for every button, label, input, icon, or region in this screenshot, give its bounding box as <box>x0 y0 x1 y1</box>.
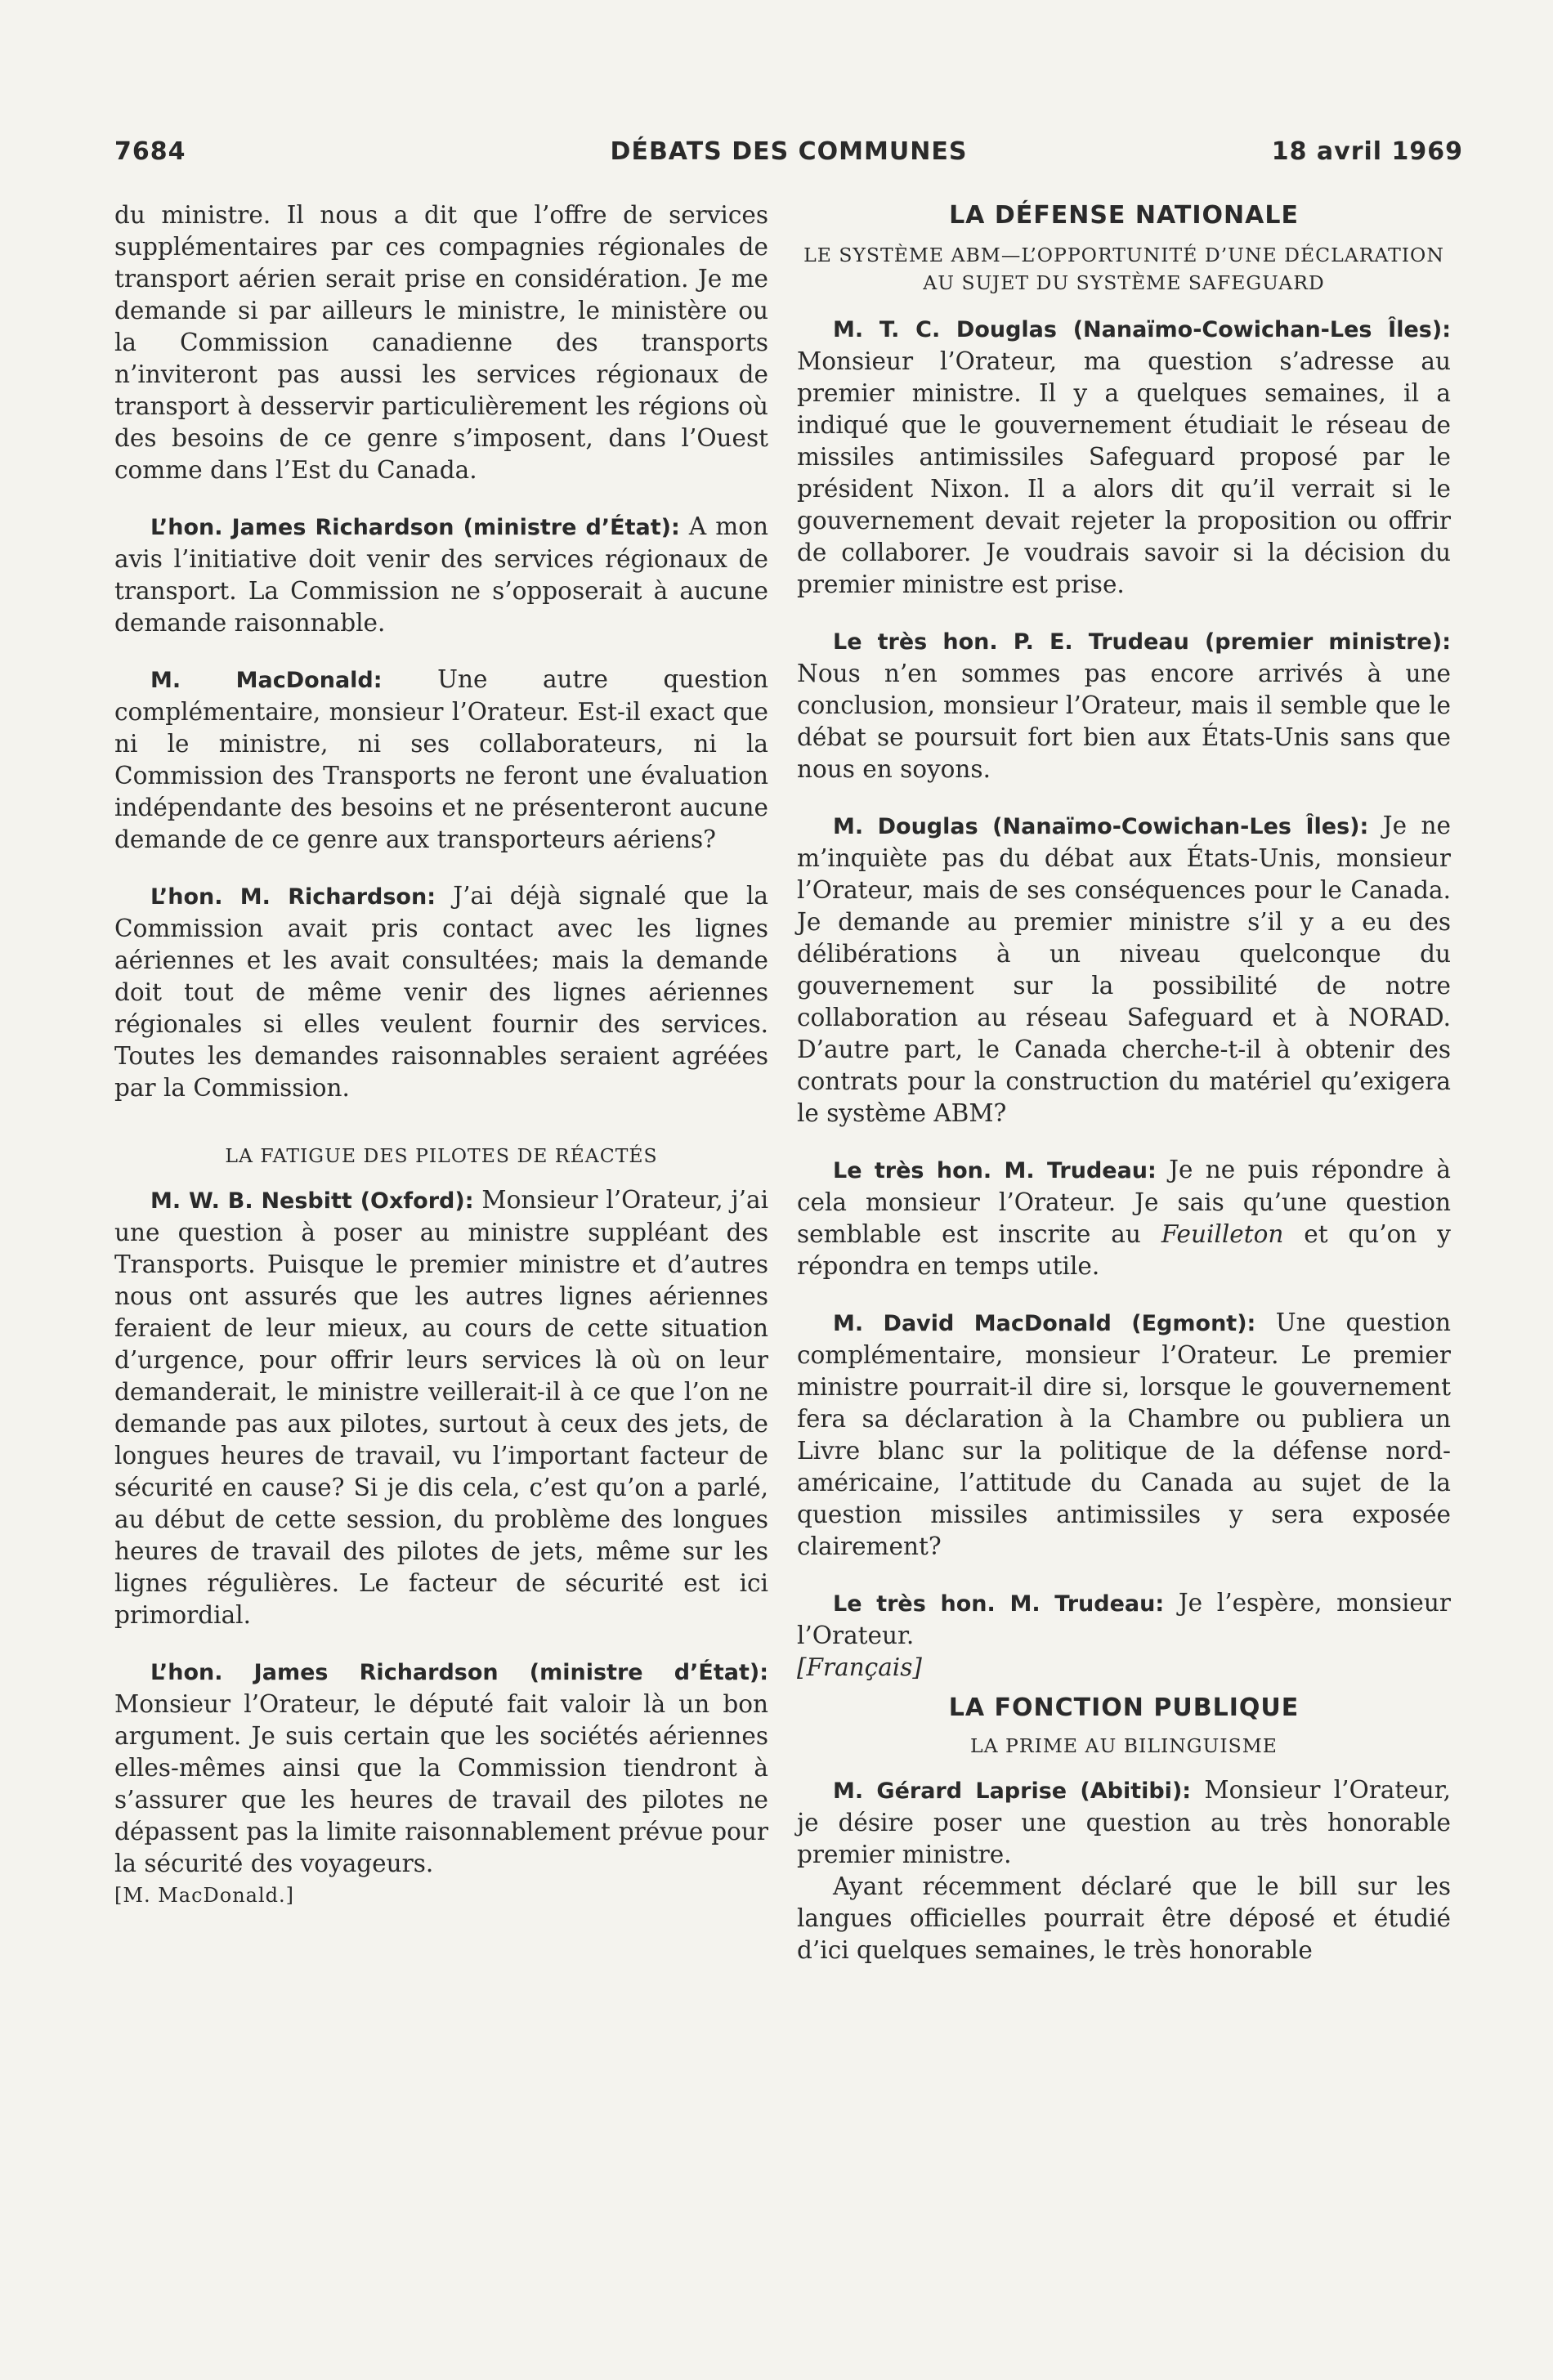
speech-text: Nous n’en sommes pas encore arrivés à une conclusion, monsieur l’Orateur, mais il semble que le débat se poursuit fort bien aux États-Unis sans que nous en soyons. <box>797 660 1451 783</box>
speech-nesbitt <box>114 1184 768 1631</box>
speaker-name: Le très hon. M. Trudeau: <box>833 1591 1165 1617</box>
speaker-name: M. T. C. Douglas (Nanaïmo-Cowichan-Les Îles): <box>833 317 1451 342</box>
speaker-name: L’hon. James Richardson (ministre d’État): <box>150 515 680 540</box>
speech-text: A mon avis l’initiative doit venir des services régionaux de transport. La Commission ne s’opposerait à aucune demande raisonnable. <box>114 512 768 637</box>
section-title-public-service: LA FONCTION PUBLIQUE <box>948 1693 1300 1722</box>
speech-david-macdonald <box>797 1307 1451 1563</box>
issue-date: 18 avril 1969 <box>1271 137 1463 166</box>
speech-richardson-2 <box>114 880 768 1104</box>
speaker-name: Le très hon. M. Trudeau: <box>833 1158 1157 1183</box>
language-note: [Français] <box>797 1653 922 1681</box>
speech-trudeau-2 <box>797 1154 1451 1282</box>
speech-laprise-continued: Ayant récemment déclaré que le bill sur les langues officielles pourrait être déposé et étudié d’ici quelques semaines, le très honorable <box>797 1872 1451 1964</box>
right-column <box>797 199 1451 1966</box>
speech-text: Je ne puis répondre à cela monsieur l’Orateur. Je sais qu’une question semblable est inscrite au <box>797 1156 1451 1248</box>
speaker-name: M. Douglas (Nanaïmo-Cowichan-Les Îles): <box>833 814 1369 839</box>
speech-macdonald <box>114 664 768 856</box>
feuilleton-italic: Feuilleton <box>1161 1220 1284 1248</box>
subheading-pilot-fatigue: LA FATIGUE DES PILOTES DE RÉACTÉS <box>225 1144 658 1167</box>
speech-douglas-2 <box>797 810 1451 1130</box>
subheading-bilingualism: LA PRIME AU BILINGUISME <box>970 1734 1278 1757</box>
speech-douglas-1 <box>797 313 1451 601</box>
speaker-name: L’hon. James Richardson (ministre d’État): <box>150 1660 768 1685</box>
speech-text: Monsieur l’Orateur, j’ai une question à poser au ministre suppléant des Transports. Puisque le premier ministre et d’autres nous ont assurés que les autres lignes aériennes feraient de leur mieux, au cours de cette situation d’urgence, pour offrir leurs services là où on leur demanderait, le ministre veillerait-il à ce que l’on ne demande pas aux pilotes, surtout à ceux des jets, de longues heures de travail, vu l’important facteur de sécurité en cause? Si je dis cela, c’est qu’on a parlé, au début de cette session, du problème des longues heures de travail des pilotes de jets, même sur les lignes régulières. Le facteur de sécurité est ici primordial. <box>114 1186 768 1629</box>
speech-text: Monsieur l’Orateur, le député fait valoir là un bon argument. Je suis certain que les sociétés aériennes elles-mêmes ainsi que la Commission tiendront à s’assurer que les heures de travail des pilotes ne dépassent pas la limite raisonnablement prévue pour la sécurité des voyageurs. <box>114 1690 768 1877</box>
speaker-name: M. MacDonald: <box>150 668 383 693</box>
speaker-name: M. David MacDonald (Egmont): <box>833 1311 1256 1336</box>
running-header <box>114 137 1463 170</box>
speech-text: Une question complémentaire, monsieur l’Orateur. Le premier ministre pourrait-il dire si, lorsque le gouvernement fera sa déclaration à la Chambre ou publiera un Livre blanc sur la politique de la défense nord-américaine, l’attitude du Canada au sujet de la question missiles antimissiles y sera exposée clairement? <box>797 1309 1451 1560</box>
speech-text: Je l’espère, monsieur l’Orateur. <box>797 1589 1451 1649</box>
left-column <box>114 199 768 1912</box>
speaker-name: M. Gérard Laprise (Abitibi): <box>833 1778 1192 1804</box>
speech-richardson-3 <box>114 1656 768 1880</box>
continued-paragraph: du ministre. Il nous a dit que l’offre de services supplémentaires par ces compagnies régionales de transport aérien serait prise en considération. Je me demande si par ailleurs le ministre, le ministère ou la Commission canadienne des transports n’inviteront pas aussi les services régionaux de transport à desservir particulièrement les régions où des besoins de ce genre s’imposent, dans l’Ouest comme dans l’Est du Canada. <box>114 201 768 484</box>
page-number: 7684 <box>114 137 186 166</box>
speech-trudeau-1 <box>797 625 1451 785</box>
speech-text: Monsieur l’Orateur, ma question s’adresse au premier ministre. Il y a quelques semaines, il a indiqué que le gouvernement étudiait le réseau de missiles antimissiles Safeguard proposé par le président Nixon. Il a alors dit qu’il verrait si le gouvernement devait rejeter la proposition ou offrir de collaborer. Je voudrais savoir si la décision du premier ministre est prise. <box>797 347 1451 598</box>
speech-richardson-1 <box>114 511 768 639</box>
speech-text: Monsieur l’Orateur, je désire poser une question au très honorable premier ministre. <box>797 1776 1451 1868</box>
speaker-name: L’hon. M. Richardson: <box>150 884 436 910</box>
subheading-abm: LE SYSTÈME ABM—L’OPPORTUNITÉ D’UNE DÉCLARATION AU SUJET DU SYSTÈME SAFEGUARD <box>803 244 1444 294</box>
speech-text: Une autre question complémentaire, monsieur l’Orateur. Est-il exact que ni le ministre, ni ses collaborateurs, ni la Commission des Transports ne feront une évaluation indépendante des besoins et ne présenteront aucune demande de ce genre aux transporteurs aériens? <box>114 665 768 853</box>
speech-laprise <box>797 1774 1451 1871</box>
speaker-name: Le très hon. P. E. Trudeau (premier ministre): <box>833 629 1451 655</box>
speaker-name: M. W. B. Nesbitt (Oxford): <box>150 1188 474 1214</box>
speech-text: et qu’on y répondra en temps utile. <box>797 1220 1451 1280</box>
speech-text: Je ne m’inquiète pas du débat aux États-Unis, monsieur l’Orateur, mais de ses conséquences pour le Canada. Je demande au premier ministre s’il y a eu des délibérations à un niveau quelconque du gouvernement sur la possibilité de notre collaboration au réseau Safeguard et à NORAD. D’autre part, le Canada cherche-t-il à obtenir des contrats pour la construction du matériel qu’exigera le système ABM? <box>797 812 1451 1127</box>
speech-text: J’ai déjà signalé que la Commission avait pris contact avec les lignes aériennes et les avait consultées; mais la demande doit tout de même venir des lignes aériennes régionales si elles veulent fournir des services. Toutes les demandes raisonnables seraient agréées par la Commission. <box>114 882 768 1102</box>
journal-title: DÉBATS DES COMMUNES <box>610 137 968 166</box>
page-footnote: [M. MacDonald.] <box>114 1884 295 1907</box>
speech-trudeau-3 <box>797 1587 1451 1652</box>
section-title-defense: LA DÉFENSE NATIONALE <box>949 201 1299 230</box>
